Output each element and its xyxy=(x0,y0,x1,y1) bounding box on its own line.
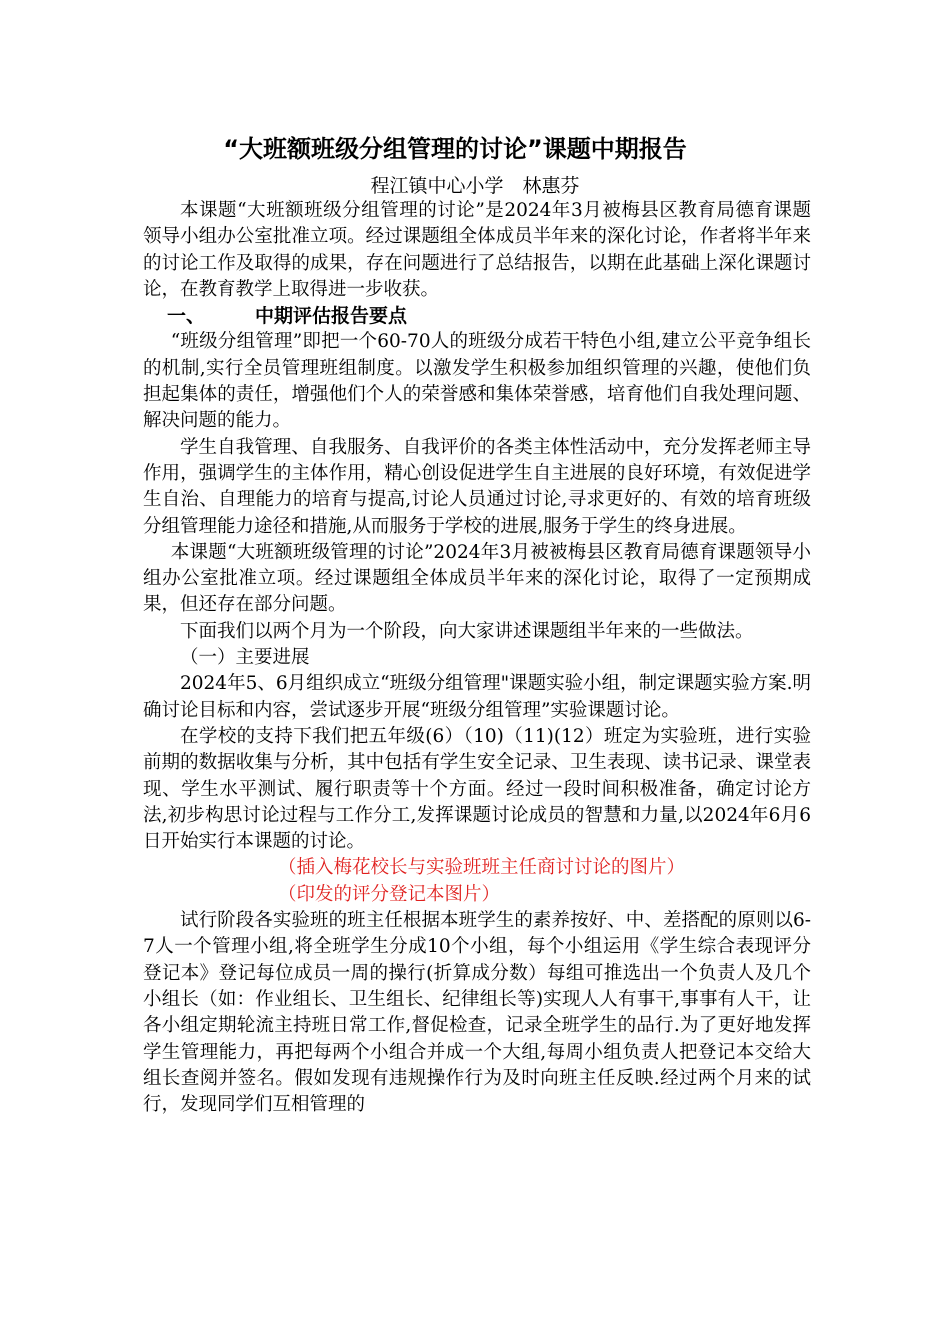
section-number: 一、 xyxy=(167,305,206,328)
paragraph-1: “班级分组管理”即把一个60-70人的班级分成若干特色小组,建立公平竞争组长的机制,实行全员管理班组制度。以激发学生积极参加组织管理的兴趣，使他们负担起集体的责任，增强他们个人的荣誉感和集体荣誉感，培育他们自我处理问题、解决问题的能力。 xyxy=(143,331,811,432)
section-heading xyxy=(143,303,811,329)
paragraph-7: 试行阶段各实验班的班主任根据本班学生的素养按好、中、差搭配的原则以6-7人一个管理小组,将全班学生分成10个小组，每个小组运用《学生综合表现评分登记本》登记每位成员一周的操行(折算成分数）每组可推选出一个负责人及几个小组长（如：作业组长、卫生组长、纪律组长等)实现人人有事干,事事有人干，让各小组定期轮流主持班日常工作,督促检查，记录全班学生的品行.为了更好地发挥学生管理能力，再把每两个小组合并成一个大组,每周小组负责人把登记本交给大组长查阅并签名。假如发现有违规操作行为及时向班主任反映.经过两个月来的试行，发现同学们互相管理的 xyxy=(143,910,811,1116)
subsection-heading: （一）主要进展 xyxy=(180,647,310,669)
image-placeholder-note-1: （插入梅花校长与实验班班主任商讨讨论的图片） xyxy=(278,857,686,879)
image-placeholder-note-2: （印发的评分登记本图片） xyxy=(278,883,501,905)
author-line: 程江镇中心小学 林惠芬 xyxy=(370,175,580,197)
paragraph-5: 2024年5、6月组织成立“班级分组管理"课题实验小组，制定课题实验方案.明确讨论目标和内容，尝试逐步开展“班级分组管理”实验课题讨论。 xyxy=(143,673,811,721)
section-title: 中期评估报告要点 xyxy=(255,305,408,328)
document-title: “大班额班级分组管理的讨论”课题中期报告 xyxy=(223,135,687,163)
paragraph-3: 本课题“大班额班级管理的讨论”2024年3月被被梅县区教育局德育课题领导小组办公室批准立项。经过课题组全体成员半年来的深化讨论，取得了一定预期成果，但还存在部分问题。 xyxy=(143,541,811,616)
paragraph-6: 在学校的支持下我们把五年级(6）（10)（11)(12）班定为实验班，进行实验前期的数据收集与分析，其中包括有学生安全记录、卫生表现、读书记录、课堂表现、学生水平测试、履行职责等十个方面。经过一段时间积极准备，确定讨论方法,初步构思讨论过程与工作分工,发挥课题讨论成员的智慧和力量,以2024年6月6日开始实行本课题的讨论。 xyxy=(143,725,811,853)
document-body xyxy=(143,198,811,1118)
paragraph-4: 下面我们以两个月为一个阶段，向大家讲述课题组半年来的一些做法。 xyxy=(180,620,754,642)
intro-paragraph: 本课题“大班额班级分组管理的讨论”是2024年3月被梅县区教育局德育课题领导小组办公室批准立项。经过课题组全体成员半年来的深化讨论，作者将半年来的讨论工作及取得的成果，存在问题进行了总结报告，以期在此基础上深化课题讨论，在教育教学上取得进一步收获。 xyxy=(143,200,811,300)
paragraph-2: 学生自我管理、自我服务、自我评价的各类主体性活动中，充分发挥老师主导作用，强调学生的主体作用，精心创设促进学生自主进展的良好环境，有效促进学生自治、自理能力的培育与提高,讨论人员通过讨论,寻求更好的、有效的培育班级分组管理能力途径和措施,从而服务于学校的进展,服务于学生的终身进展。 xyxy=(143,436,811,537)
